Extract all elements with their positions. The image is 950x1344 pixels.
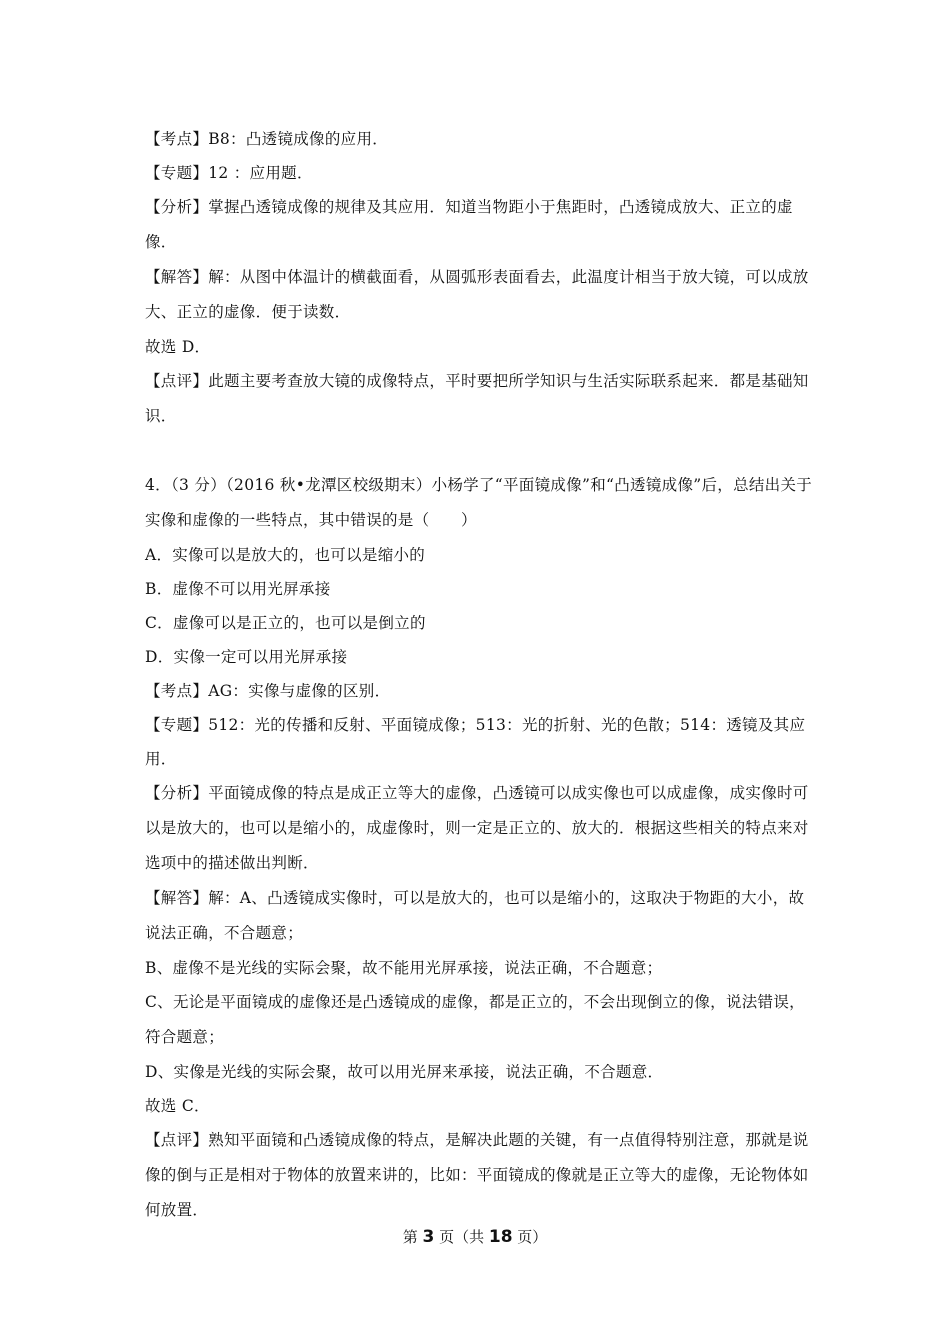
q3-answer: 故选 D．	[145, 338, 211, 356]
q4-option-c: C．虚像可以是正立的，也可以是倒立的	[145, 614, 426, 632]
q3-dianping: 【点评】此题主要考查放大镜的成像特点，平时要把所学知识与生活实际联系起来．都是基础知识．	[145, 372, 809, 425]
q4-dianping: 【点评】熟知平面镜和凸透镜成像的特点，是解决此题的关键，有一点值得特别注意，那就是说像的倒与正是相对于物体的放置来讲的，比如：平面镜成的像就是正立等大的虚像，无论物体如何放置．	[145, 1131, 809, 1219]
footer-prefix: 第	[402, 1228, 423, 1246]
footer-total-pages: 18	[488, 1227, 513, 1247]
q4-kaodian: 【考点】AG：实像与虚像的区别．	[145, 682, 391, 700]
footer-page-number: 3	[422, 1227, 435, 1247]
q4-fenxi: 【分析】平面镜成像的特点是成正立等大的虚像，凸透镜可以成实像也可以成虚像，成实像时可以是放大的，也可以是缩小的，成虚像时，则一定是正立的、放大的．根据这些相关的特点来对选项中的描述做出判断．	[145, 784, 809, 872]
q4-jieda-c: C、无论是平面镜成的虚像还是凸透镜成的虚像，都是正立的，不会出现倒立的像，说法错误，符合题意；	[145, 993, 805, 1046]
q4-option-d: D．实像一定可以用光屏承接	[145, 648, 348, 666]
q4-stem: 4．（3 分）（2016 秋•龙潭区校级期末）小杨学了“平面镜成像”和“凸透镜成像”后，总结出关于实像和虚像的一些特点，其中错误的是（ ）	[145, 476, 813, 529]
q3-kaodian: 【考点】B8：凸透镜成像的应用．	[145, 130, 389, 148]
q3-fenxi: 【分析】掌握凸透镜成像的规律及其应用．知道当物距小于焦距时，凸透镜成放大、正立的虚像．	[145, 198, 793, 251]
question-gap	[145, 434, 813, 468]
footer-mid: 页（共	[434, 1228, 489, 1246]
q4-jieda: 【解答】解：A、凸透镜成实像时，可以是放大的，也可以是缩小的，这取决于物距的大小，故说法正确，不合题意；	[145, 889, 805, 942]
q4-jieda-d: D、实像是光线的实际会聚，故可以用光屏来承接，说法正确，不合题意．	[145, 1063, 664, 1081]
q4-jieda-b: B、虚像不是光线的实际会聚，故不能用光屏承接，说法正确，不合题意；	[145, 959, 663, 977]
q3-jieda: 【解答】解：从图中体温计的横截面看，从圆弧形表面看去，此温度计相当于放大镜，可以成放大、正立的虚像．便于读数．	[145, 268, 809, 321]
q4-option-b: B．虚像不可以用光屏承接	[145, 580, 331, 598]
q4-zhuanti: 【专题】512：光的传播和反射、平面镜成像；513：光的折射、光的色散；514：透镜及其应用．	[145, 716, 806, 768]
page-footer	[0, 1226, 950, 1247]
page-content	[145, 122, 813, 1228]
footer-suffix: 页）	[512, 1228, 548, 1246]
q3-zhuanti: 【专题】12 ：应用题．	[145, 164, 313, 182]
q4-option-a: A．实像可以是放大的，也可以是缩小的	[145, 546, 426, 564]
q4-answer: 故选 C．	[145, 1097, 210, 1115]
